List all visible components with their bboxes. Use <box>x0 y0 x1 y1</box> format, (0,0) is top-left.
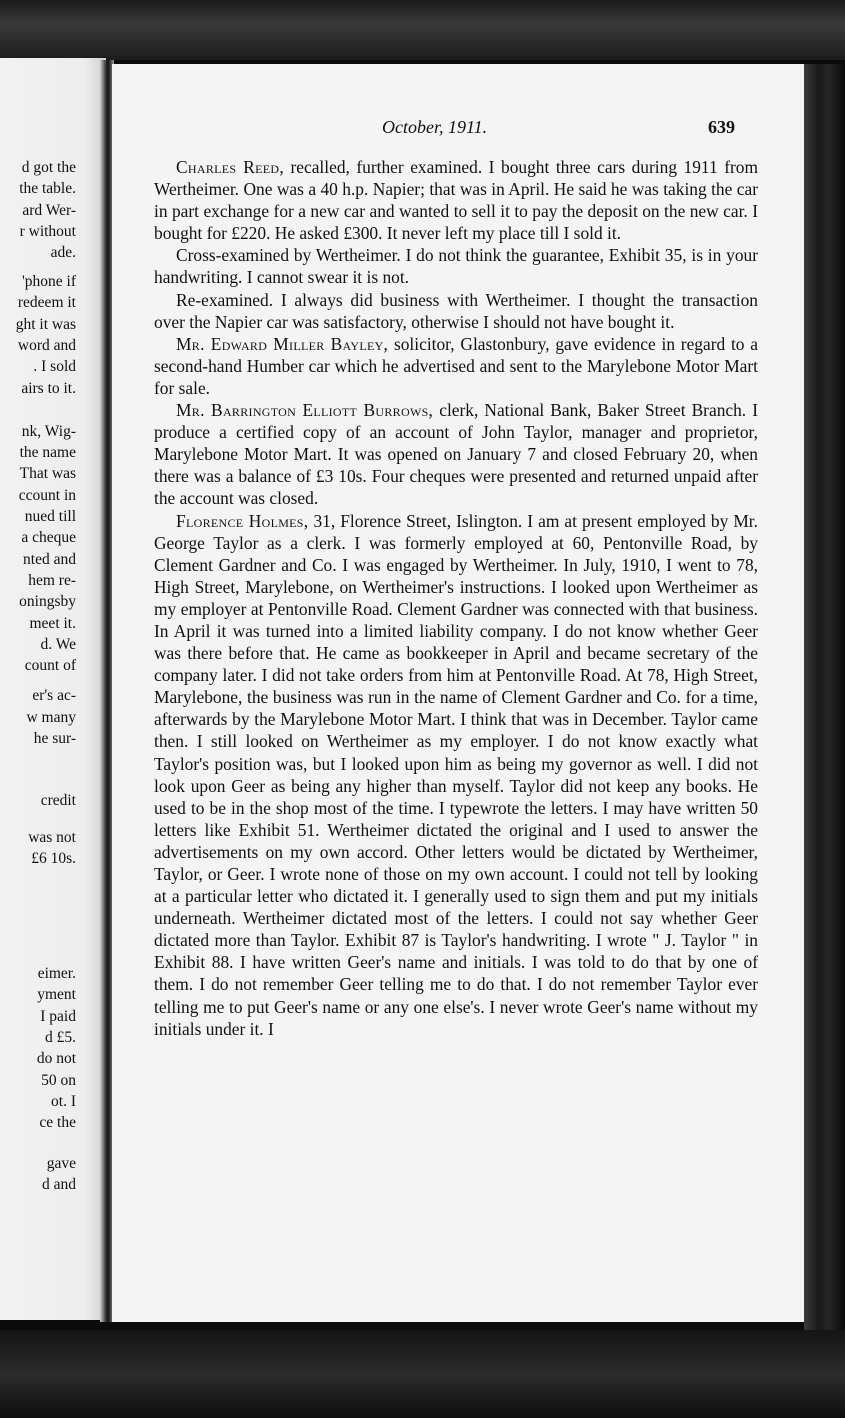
paragraph <box>154 399 758 509</box>
left-page-line: hem re- <box>28 572 76 589</box>
left-page-line: ccount in <box>18 487 76 504</box>
left-page-line: eimer. <box>37 965 76 982</box>
paragraph-text: solicitor, Glastonbury, gave evidence in regard to a second-hand Humber car which he advertised and sent to the Marylebone Motor Mart for sale. <box>154 333 758 398</box>
left-page-line: w many <box>26 709 76 726</box>
left-page-line: 'phone if <box>21 273 76 290</box>
left-page-line: gave <box>46 1155 76 1172</box>
paragraph-text: recalled, further examined. I bought three cars during 1911 from Wertheimer. One was a 40 h.p. Napier; that was in April. He said he was taking the car in part exchange for a new car and wanted to sell it to pay the deposit on the new car. I bought for £220. He asked £300. It never left my place till I sold it. <box>154 157 758 244</box>
paragraph-text: 31, Florence Street, Islington. I am at present employed by Mr. George Taylor as a clerk. I was formerly employed at 60, Pentonville Road, by Clement Gardner and Co. I was engaged by Wertheimer. In July, 1910, I went to 78, High Street, Marylebone, on Wertheimer's instructions. I looked upon Wertheimer as my employer at Pentonville Road. Clement Gardner was connected with that business. In April it was turned into a limited liability company. I do not know whether Geer was there before that. He came as bookkeeper in April and became secretary of the company later. I did not take orders from him at Pentonville Road. At 78, High Street, Marylebone, the business was run in the name of Clement Gardner and Co. for a time, afterwards by the Marylebone Motor Mart. I think that was in December. Taylor came then. I still looked on Wertheimer as my employer. I do not know exactly what Taylor's position was, but I looked upon him as being my governor as well. I did not look upon Geer as being any higher than myself. Taylor did not keep any books. He used to be in the shop most of the time. I typewrote the letters. I may have written 50 letters like Exhibit 51. Wertheimer dictated the original and I used to answer the advertisements on my own accord. Other letters would be dictated by Wertheimer, Taylor, or Geer. I wrote none of those on my own account. I could not tell by looking at a particular letter who dictated it. I generally used to sign them and put my initials underneath. Wertheimer dictated most of the letters. I could not say whether Geer dictated more than Taylor. Exhibit 87 is Taylor's handwriting. I wrote " J. Taylor " in Exhibit 88. I have written Geer's name and initials. I was told to do that by one of them. I do not remember Geer telling me to do that. I do not remember Taylor ever telling me to put Geer's name or any one else's. I never wrote Geer's name without my initials under it. I <box>154 510 758 1039</box>
book-edge <box>804 64 845 1339</box>
left-page-line: nued till <box>24 508 76 525</box>
left-page-line: he sur- <box>33 730 76 747</box>
paragraph <box>154 244 758 288</box>
paragraph <box>154 333 758 399</box>
left-page-line: count of <box>24 657 76 674</box>
speaker-name: Florence Holmes, <box>176 510 309 531</box>
left-page-line: r without <box>19 223 76 240</box>
speaker-name: Mr. Barrington Elliott Burrows, <box>176 400 434 421</box>
scan-background-top <box>0 0 845 60</box>
left-page-line: meet it. <box>29 615 76 632</box>
running-title: October, 1911. <box>382 117 488 137</box>
speaker-name: Charles Reed, <box>176 157 284 177</box>
left-page-line: I paid <box>40 1008 76 1025</box>
paragraph-text: Re-examined. I always did business with Wertheimer. I thought the transaction over the Napier car was satisfactory, otherwise I should not have bought it. <box>154 289 758 332</box>
left-page-line: redeem it <box>17 294 76 311</box>
page-number: 639 <box>708 117 735 137</box>
scan-background-bottom <box>0 1330 845 1418</box>
left-page-line: d. We <box>40 636 76 653</box>
left-page-line: do not <box>36 1050 76 1067</box>
paragraph-text: clerk, National Bank, Baker Street Branch. I produce a certified copy of an account of John Taylor, manager and proprietor, Marylebone Motor Mart. It was opened on January 7 and closed February 20, when there was a balance of £3 10s. Four cheques were presented and returned unpaid after the account was closed. <box>154 400 758 509</box>
left-page-line: airs to it. <box>21 380 76 397</box>
paragraph <box>154 510 758 1040</box>
body-text <box>154 156 758 1040</box>
left-page-fragment <box>0 58 106 1320</box>
paragraph-text: Cross-examined by Wertheimer. I do not think the guarantee, Exhibit 35, is in your handwriting. I cannot swear it is not. <box>154 245 758 288</box>
left-page-line: That was <box>19 465 76 482</box>
left-page-line: ght it was <box>15 316 76 333</box>
left-page-line: nted and <box>23 551 76 568</box>
paragraph <box>154 289 758 333</box>
left-page-line: word and <box>17 337 76 354</box>
left-page-line: nk, Wig- <box>21 423 76 440</box>
left-page-line: was not <box>28 829 76 846</box>
left-page-line: ce the <box>39 1114 76 1131</box>
left-page-line: d £5. <box>45 1029 76 1046</box>
left-page-line: credit <box>40 792 76 809</box>
left-page-line: £6 10s. <box>31 850 76 867</box>
left-page-line: yment <box>37 986 76 1003</box>
left-page-line: er's ac- <box>32 687 76 704</box>
left-page-line: 50 on <box>41 1072 76 1089</box>
left-page-line: d got the <box>21 159 76 176</box>
speaker-name: Mr. Edward Miller Bayley, <box>176 333 389 354</box>
left-page-line: the name <box>19 444 76 461</box>
left-page-line: oningsby <box>19 593 76 610</box>
left-page-line: the table. <box>19 180 76 197</box>
paragraph <box>154 156 758 244</box>
left-page-line: . I sold <box>33 358 76 375</box>
left-page-line: ot. I <box>51 1093 76 1110</box>
left-page-line: ard Wer- <box>22 202 76 219</box>
left-page-line: a cheque <box>21 529 76 546</box>
left-page-line: d and <box>41 1176 76 1193</box>
left-page-line: ade. <box>50 244 76 261</box>
